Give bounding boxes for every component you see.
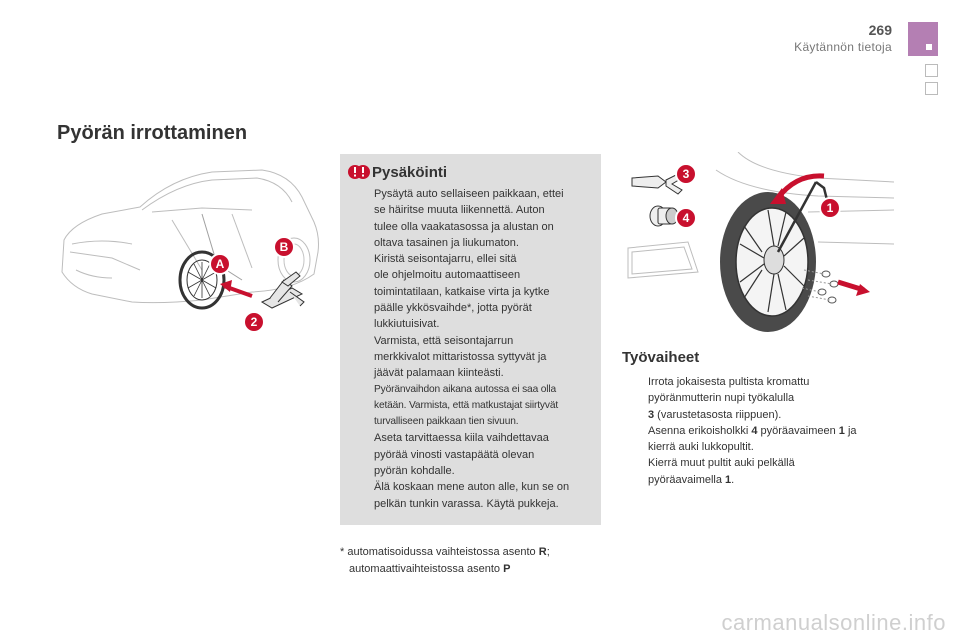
list-item: Irrota jokaisesta pultista kromattu pyöränmutterin nupi työkalulla 3 (varustetasosta riippuen). [648, 376, 810, 421]
svg-text:1: 1 [826, 201, 834, 215]
callout-1 [820, 198, 840, 218]
page-number: 269 [868, 22, 892, 38]
callout-4 [676, 208, 696, 228]
callout-2 [244, 312, 264, 332]
warning-icon [348, 162, 370, 182]
page-title: Pyörän irrottaminen [57, 122, 248, 144]
callout-a [210, 254, 230, 274]
warning-title: Pysäköinti [372, 164, 448, 181]
list-item: Kierrä muut pultit auki pelkällä pyöräavaimella 1. [648, 457, 795, 486]
svg-text:3: 3 [682, 167, 690, 181]
steps-list [624, 374, 894, 488]
svg-text:B: B [279, 240, 289, 254]
chapter-tab-active[interactable] [908, 22, 938, 56]
svg-text:A: A [215, 257, 225, 271]
wheel-removal-illustration [618, 152, 894, 338]
svg-text:2: 2 [250, 315, 258, 329]
steps-title: Työvaiheet [622, 349, 700, 366]
warning-text: Pysäytä auto sellaiseen paikkaan, ettei se häiritse muuta liikennettä. Auton tulee olla vaakatasossa ja alustan on oltava tasainen ja liukumaton. Kiristä seisontajarru, ellei sitä ole ohjelmoitu automaattiseen toimintatilaan, katkaise virta ja kytke päälle ykkösvaihde*, jotta pyörät lukkiutuisivat. Varmista, että seisontajarrun merkkivalot mittaristossa syttyvät ja jäävät palamaan kiinteästi. Pyöränvaihdon aikana autossa ei saa olla ketään. Varmista, että matkustajat siirtyvät turvalliseen paikkaan tien sivuun. Aseta tarvittaessa kiila vaihdettavaa pyörää vinosti vastapäätä olevan pyörän kohdalle. Älä koskaan mene auton alle, kun se on pelkän tunkin varassa. Käytä pukkeja. [374, 188, 570, 510]
footnote: * automatisoidussa vaihteistossa asento R; automaattivaihteistossa asento P [340, 546, 550, 575]
chapter-tab[interactable] [925, 64, 938, 77]
chapter-tab[interactable] [925, 82, 938, 95]
watermark: carmanualsonline.info [721, 610, 946, 635]
svg-text:4: 4 [682, 211, 690, 225]
callout-b [274, 237, 294, 257]
car-jack-illustration [52, 152, 332, 338]
callout-3 [676, 164, 696, 184]
list-item: Asenna erikoisholkki 4 pyöräavaimeen 1 ja kierrä auki lukkopultit. [648, 424, 857, 454]
section-label: Käytännön tietoja [794, 40, 892, 54]
